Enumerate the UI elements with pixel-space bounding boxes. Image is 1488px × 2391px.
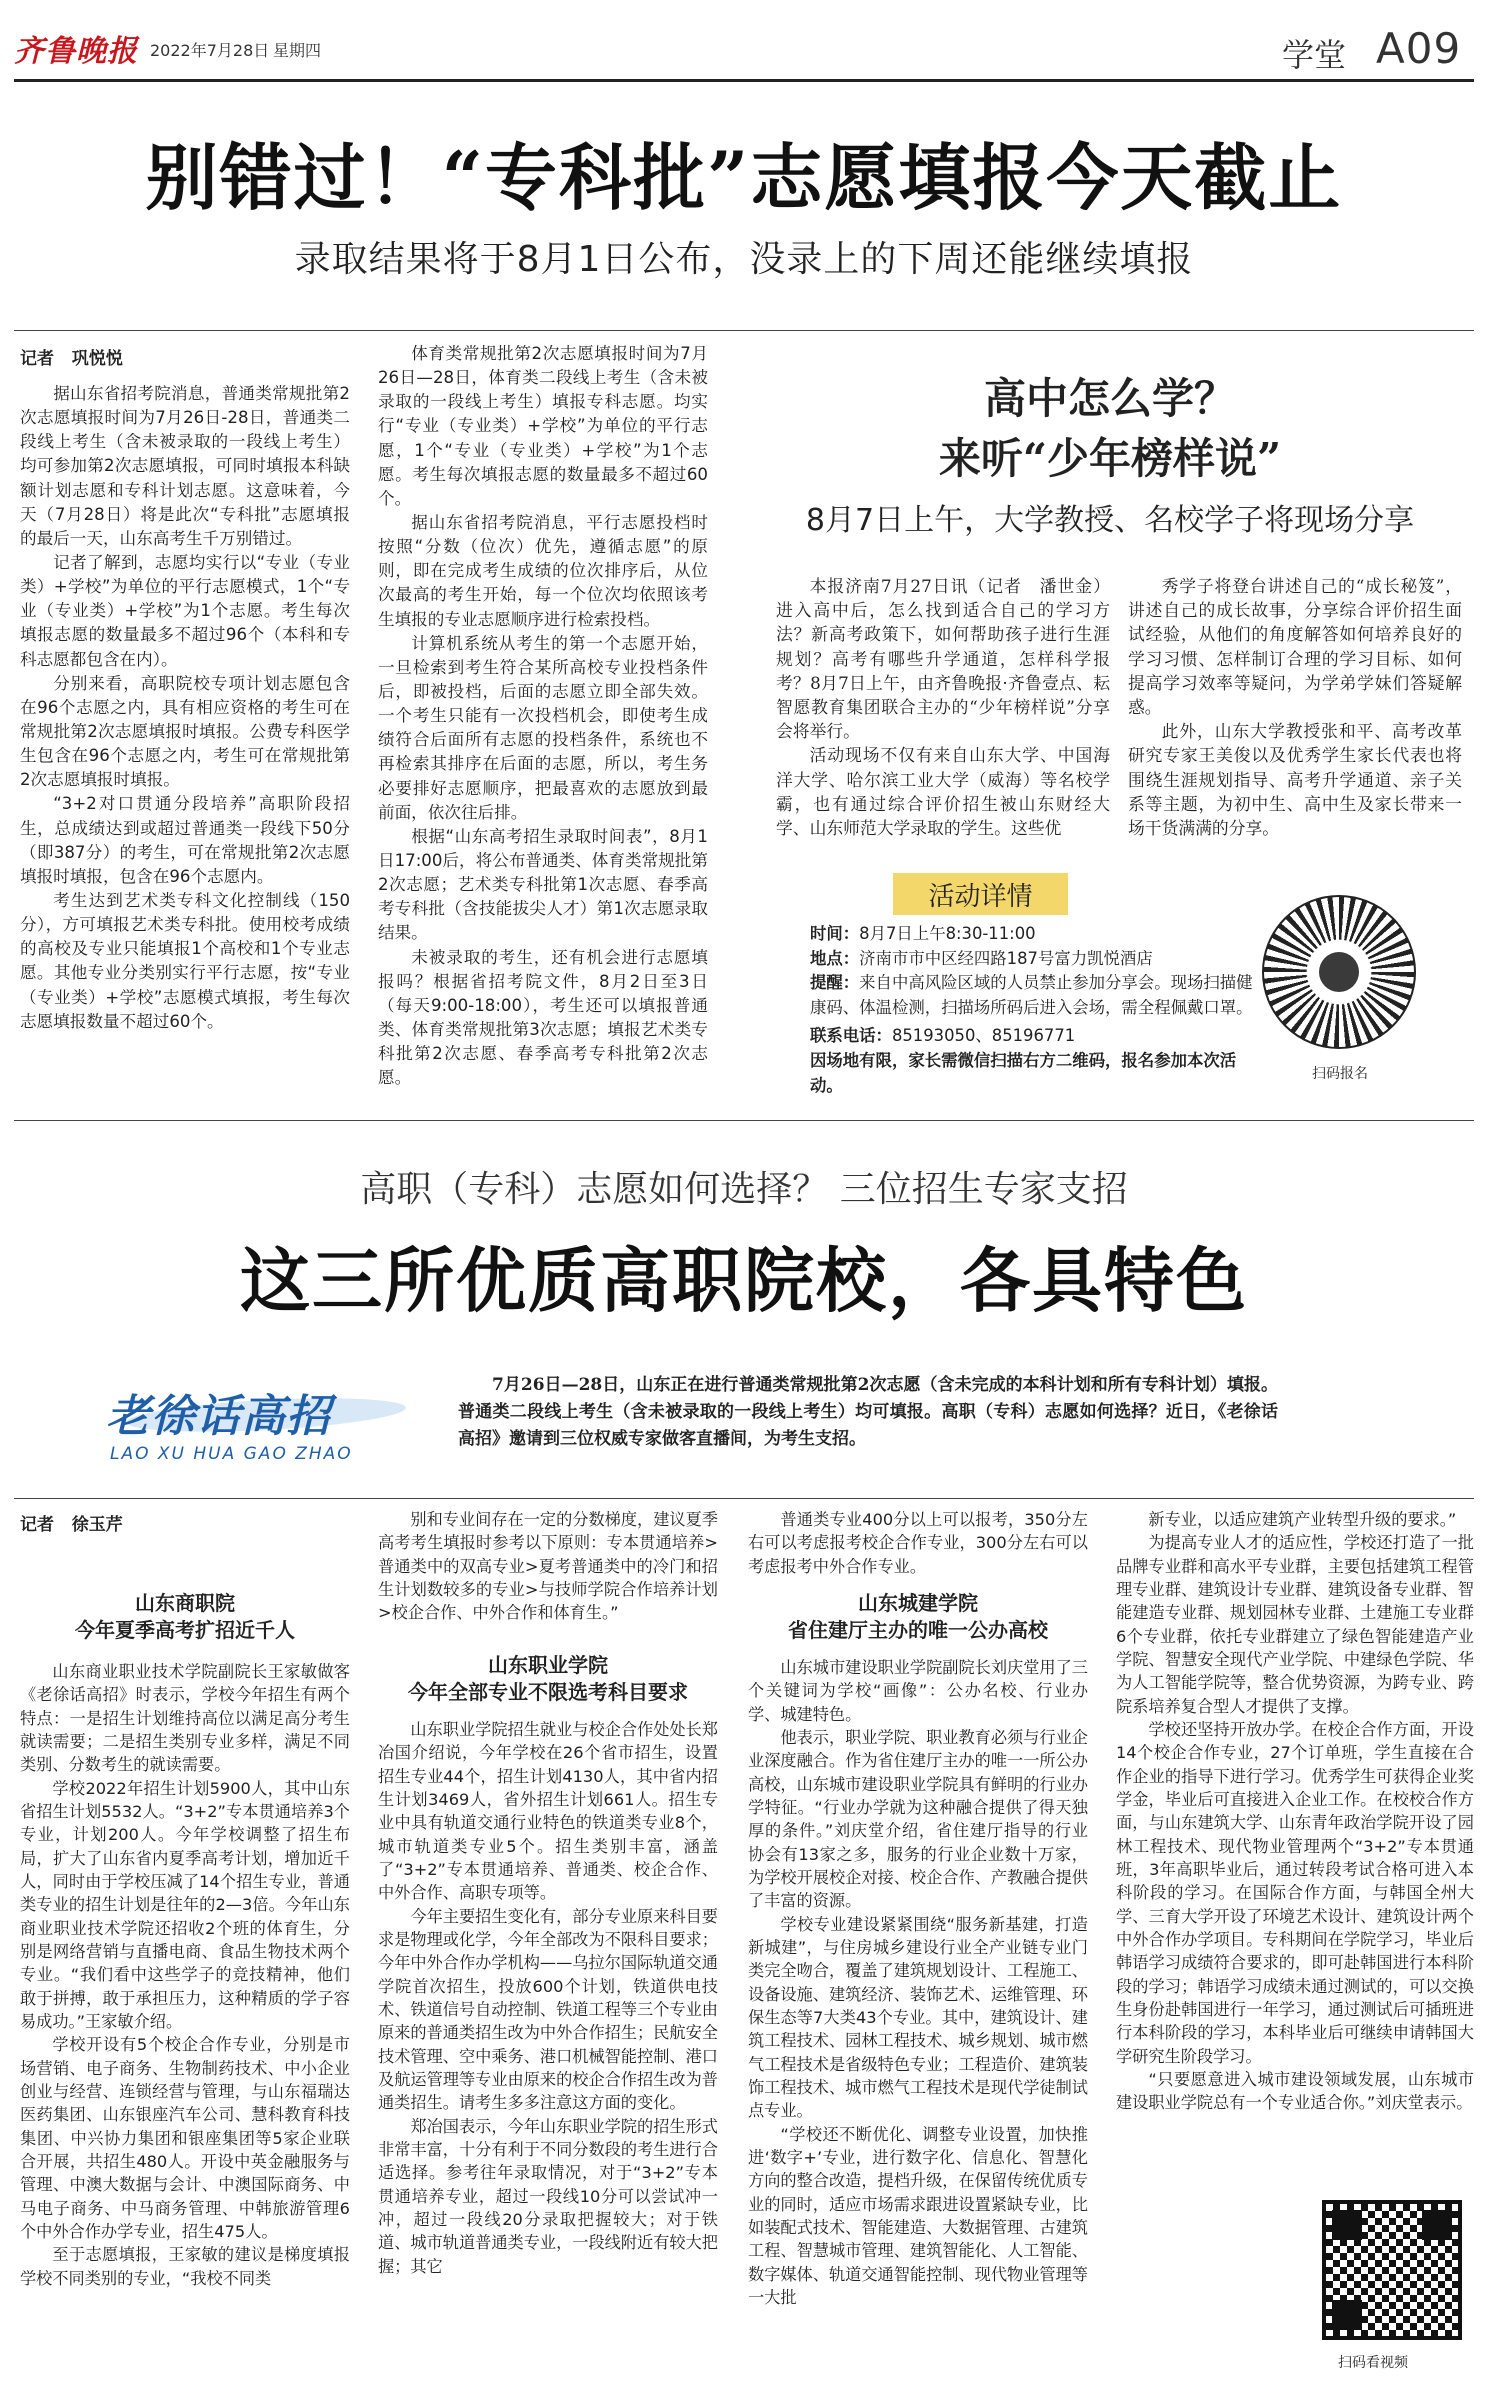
paragraph: 据山东省招考院消息，平行志愿投档时按照“分数（位次）优先，遵循志愿”的原则，即在完成考生成绩的位次排序后，从位次最高的考生开始，每一个位次均依照该考生填报的专业志愿顺序进行检索投档。 (378, 512, 708, 629)
qr-center-icon (1319, 952, 1359, 992)
paragraph: “3+2对口贯通分段培养”高职阶段招生，总成绩达到或超过普通类一段线下50分（即387分）的考生，可在常规批第2次志愿填报时填报，包含在96个志愿内。 (20, 794, 350, 886)
lead-column-2 (378, 342, 708, 1090)
lead-headline: 别错过！“专科批”志愿填报今天截止 (145, 135, 1343, 220)
paragraph: 山东城市建设职业学院副院长刘庆堂用了三个关键词为学校“画像”：公办名校、行业办学、城建特色。 (748, 1658, 1088, 1724)
paragraph: 今年主要招生变化有，部分专业原来科目要求是物理或化学，今年全部改为不限科目要求；今年中外合作办学机构——乌拉尔国际轨道交通学院首次招生，投放600个计划，铁道供电技术、铁道信号自动控制、铁道工程等三个专业由原来的普通类招生改为中外合作招生；民航安全技术管理、空中乘务、港口机械智能控制、港口及航运管理等专业由原来的校企合作招生改为普通类招生。请考生多多注意这方面的变化。 (378, 1906, 718, 2113)
detail-tip: 提醒：来自中高风险区域的人员禁止参加分享会。现场扫描健康码、体温检测，扫描场所码后进入会场，需全程佩戴口罩。 (810, 973, 1253, 1017)
paragraph: 未被录取的考生，还有机会进行志愿填报吗？根据省招考院文件，8月2日至3日（每天9:00-18:00），考生还可以填报普通类、体育类常规批第3次志愿；填报艺术类专科批第2次志愿、春季高考专科批第2次志愿。 (378, 947, 708, 1088)
paragraph: 分别来看，高职院校专项计划志愿包含在96个志愿之内，具有相应资格的考生可在常规批第2次志愿填报时填报。公费专科医学生包含在96个志愿之内，考生可在常规批第2次志愿填报时填报。 (20, 673, 350, 790)
paragraph: 学校专业建设紧紧围绕“服务新基建，打造新城建”，与住房城乡建设行业全产业链专业门类完全吻合，覆盖了建筑规划设计、工程施工、设备设施、建筑经济、装饰艺术、运维管理、环保生态等7大类43个专业。其中，建筑设计、建筑工程技术、园林工程技术、城乡规划、城市燃气工程技术是省级特色专业；工程造价、建筑装饰工程技术、城市燃气工程技术是现代学徒制试点专业。 (748, 1914, 1088, 2121)
paragraph: 他表示，职业学院、职业教育必须与行业企业深度融合。作为省住建厅主办的唯一一所公办高校，山东城市建设职业学院具有鲜明的行业办学特征。“行业办学就为这种融合提供了得天独厚的条件。”刘庆堂介绍，省住建厅指导的行业协会有13家之多，服务的行业企业数十万家，为学校开展校企对接、校企合作、产教融合提供了丰富的资源。 (748, 1727, 1088, 1911)
signup-qr-code[interactable] (1262, 895, 1416, 1049)
detail-note: 因场地有限，家长需微信扫描右方二维码，报名参加本次活动。 (810, 1051, 1237, 1095)
second-column-4 (1116, 1508, 1474, 2115)
byline-label: 记者 (20, 349, 54, 369)
second-column-3 (748, 1656, 1088, 2309)
paragraph: 秀学子将登台讲述自己的“成长秘笈”，讲述自己的成长故事，分享综合评价招生面试经验，从他们的角度解答如何培养良好的学习习惯、怎样制订合理的学习目标、如何提高学习效率等疑问，为学弟学妹们答疑解惑。 (1128, 576, 1462, 717)
paragraph: 学校还坚持开放办学。在校企合作方面，开设14个校企合作专业，27个订单班，学生直接在合作企业的指导下进行学习。优秀学生可获得企业奖学金，毕业后可直接进入企业工作。在校校合作方面，与山东建筑大学、山东青年政治学院开设了园林工程技术、现代物业管理两个“3+2”专本贯通班，3年高职毕业后，通过转段考试合格可进入本科阶段的学习。在国际合作方面，与韩国全州大学、三育大学开设了环境艺术设计、建筑设计两个中外合作办学项目。专科期间在学院学习，毕业后韩语学习成绩符合要求的，即可赴韩国进行本科阶段的学习；韩语学习成绩未通过测试的，可以交换生身份赴韩国进行一年学习，通过测试后可插班进行本科阶段的学习，本科毕业后可继续申请韩国大学研究生阶段学习。 (1116, 1719, 1474, 2066)
paragraph: 本报济南7月27日讯（记者 潘世金）进入高中后，怎么找到适合自己的学习方法？新高考政策下，如何帮助孩子进行生涯规划？高考有哪些升学通道，怎样科学报考？8月7日上午，由齐鲁晚报·齐鲁壹点、耘智愿教育集团联合主办的“少年榜样说”分享会将举行。 (776, 576, 1110, 742)
paragraph: 考生达到艺术类专科文化控制线（150分），方可填报艺术类专科批。使用校考成绩的高校及专业只能填报1个高校和1个专业志愿。其他专业分类别实行平行志愿，按“专业（专业类）+学校”志愿模式填报，考生每次志愿填报数量不超过60个。 (20, 890, 350, 1031)
lead-rule (14, 330, 1474, 331)
paragraph: 此外，山东大学教授张和平、高考改革研究专家王美俊以及优秀学生家长代表也将围绕生涯规划指导、高考升学通道、亲子关系等主题，为初中生、高中生及家长带来一场干货满满的分享。 (1128, 721, 1462, 838)
paragraph: 据山东省招考院消息，普通类常规批第2次志愿填报时间为7月26日-28日，普通类二段线上考生（含未被录取的一段线上考生）均可参加第2次志愿填报，可同时填报本科缺额计划志愿和专科计划志愿。这意味着，今天（7月28日）将是此次“专科批”志愿填报的最后一天，山东高考生千万别错过。 (20, 384, 350, 548)
paragraph: 记者了解到，志愿均实行以“专业（专业类）+学校”为单位的平行志愿模式，1个“专业（专业类）+学校”为1个志愿。考生每次填报志愿的数量最多不超过96个（本科和专科志愿都包含在内）。 (20, 552, 350, 669)
s1-title: 山东商职院 (135, 1591, 235, 1615)
box-title-line2: 来听“少年榜样说” (938, 434, 1282, 483)
paragraph: 郑冶国表示，今年山东职业学院的招生形式非常丰富，十分有利于不同分数段的考生进行合适选择。参考往年录取情况，对于“3+2”专本贯通培养专业，超过一段线10分可以尝试冲一冲，超过一段线20分录取把握较大；对于铁道、城市轨道普通类专业，一段线附近有较大把握；其它 (378, 2116, 718, 2276)
second-column-1 (20, 1660, 350, 2290)
paragraph: 别和专业间存在一定的分数梯度，建议夏季高考考生填报时参考以下原则：专本贯通培养>普通类中的双高专业>夏考普通类中的冷门和招生计划数较多的专业>与技师学院合作培养计划>校企合作、中外合作和体育生。” (378, 1510, 718, 1623)
paragraph: 新专业，以适应建筑产业转型升级的要求。” (1148, 1510, 1457, 1529)
second-rule (14, 1498, 1474, 1499)
box-subtitle: 8月7日上午，大学教授、名校学子将现场分享 (805, 503, 1415, 538)
byline-label: 记者 (20, 1515, 54, 1535)
s2-heading (378, 1652, 718, 1706)
s3-heading (748, 1590, 1088, 1644)
second-column-3-top (748, 1508, 1088, 1578)
logo-pinyin: LAO XU HUA GAO ZHAO (110, 1444, 353, 1464)
page-number: A09 (1376, 24, 1462, 73)
signup-qr-caption: 扫码报名 (1312, 1066, 1368, 1082)
video-qr-code[interactable] (1322, 2200, 1462, 2340)
second-byline (20, 1510, 123, 1535)
s1-heading (20, 1590, 350, 1644)
details-heading-text: 活动详情 (928, 881, 1033, 912)
s3-title: 山东城建学院 (858, 1591, 978, 1615)
issue-weekday: 星期四 (273, 41, 322, 60)
header-rule (14, 79, 1474, 82)
masthead-logo: 齐鲁晚报 (14, 34, 138, 69)
paragraph: 学校开设有5个校企合作专业，分别是市场营销、电子商务、生物制药技术、中小企业创业与经营、连锁经营与管理，与山东福瑞达医药集团、山东银座汽车公司、慧科教育科技集团、中兴协力集团和银座集团等5家企业联合开展，共招生480人。开设中英金融服务与管理、中澳大数据与会计、中澳国际商务、中马电子商务、中马商务管理、中韩旅游管理6个中外合作办学专业，招生475人。 (20, 2035, 350, 2241)
second-column-2 (378, 1718, 718, 2278)
paragraph: 至于志愿填报，王家敏的建议是梯度填报学校不同类别的专业，“我校不同类 (20, 2245, 350, 2288)
paragraph: 山东职业学院招生就业与校企合作处处长郑冶国介绍说，今年学校在26个省市招生，设置招生专业44个，招生计划4130人，其中省内招生计划3469人，省外招生计划661人。招生专业中具有轨道交通行业特色的铁道类专业8个，城市轨道类专业5个。招生类别丰富，涵盖了“3+2”专本贯通培养、普通类、校企合作、中外合作、高职专项等。 (378, 1720, 718, 1903)
paragraph: 体育类常规批第2次志愿填报时间为7月26日—28日，体育类二段线上考生（含未被录取的一段线上考生）填报专科志愿。均实行“专业（专业类）+学校”为单位的平行志愿，1个“专业（专业类）+学校”为1个志愿。考生每次填报志愿的数量最多不超过60个。 (378, 344, 708, 508)
lead-column-1 (20, 382, 350, 1034)
lead-byline (20, 344, 123, 369)
second-column-2-top (378, 1508, 718, 1625)
section-name: 学堂 (1282, 36, 1347, 74)
paragraph: 普通类专业400分以上可以报考，350分左右可以考虑报考校企合作专业，300分左右可以考虑报考中外合作专业。 (748, 1510, 1088, 1576)
detail-phone: 联系电话：85193050、85196771 (810, 1026, 1076, 1046)
video-qr-caption: 扫码看视频 (1338, 2355, 1408, 2371)
s3-subtitle: 省住建厅主办的唯一公办高校 (788, 1618, 1048, 1642)
detail-place: 地点：济南市市中区经四路187号富力凯悦酒店 (810, 948, 1153, 968)
paragraph: 计算机系统从考生的第一个志愿开始，一旦检索到考生符合某所高校专业投档条件后，即被投档，后面的志愿立即全部失效。一个考生只能有一次投档机会，即使考生成绩符合后面所有志愿的投档条件，系统也不再检索其排序在后面的志愿，所以，考生务必要排好志愿顺序，把最喜欢的志愿放到最前面，依次往后排。 (378, 633, 708, 822)
column-logo (96, 1372, 426, 1482)
logo-text: 老徐话高招 (106, 1391, 331, 1442)
section-divider (14, 1120, 1474, 1121)
second-headline: 这三所优质高职院校，各具特色 (240, 1239, 1248, 1322)
issue-date: 2022年7月28日 (150, 41, 270, 60)
detail-time: 时间：8月7日上午8:30-11:00 (810, 924, 1036, 943)
second-intro: 7月26日—28日，山东正在进行普通类常规批第2次志愿（含未完成的本科计划和所有专科计划）填报。普通类二段线上考生（含未被录取的一段线上考生）均可填报。高职（专科）志愿如何选择？近日，《老徐话高招》邀请到三位权威专家做客直播间，为考生支招。 (458, 1375, 1278, 1450)
paragraph: 为提高专业人才的适应性，学校还打造了一批品牌专业群和高水平专业群，主要包括建筑工程管理专业群、建筑设计专业群、建筑设备专业群、智能建造专业群、规划园林专业群、土建施工专业群6个专业群，依托专业群建立了绿色智能建造产业学院、智慧安全现代产业学院、中建绿色学院、华为人工智能学院等，整合优势资源，为跨专业、跨院系培养复合型人才提供了支撑。 (1116, 1533, 1474, 1716)
box-column-2 (1128, 574, 1462, 840)
details-block (810, 922, 1258, 1098)
box-title-line1: 高中怎么学？ (983, 374, 1236, 423)
paragraph: “只要愿意进入城市建设领域发展，山东城市建设职业学院总有一个专业适合你。”刘庆堂表示。 (1116, 2069, 1474, 2113)
second-kicker: 高职（专科）志愿如何选择？ 三位招生专家支招 (360, 1169, 1128, 1210)
s2-title: 山东职业学院 (488, 1653, 608, 1677)
box-column-1 (776, 574, 1110, 840)
s2-subtitle: 今年全部专业不限选考科目要求 (408, 1680, 688, 1704)
paragraph: 活动现场不仅有来自山东大学、中国海洋大学、哈尔滨工业大学（威海）等名校学霸，也有通过综合评价招生被山东财经大学、山东师范大学录取的学生。这些优 (776, 745, 1110, 838)
paragraph: 根据“山东高考招生录取时间表”，8月1日17:00后，将公布普通类、体育类常规批第2次志愿；艺术类专科批第1次志愿、春季高考专科批（含技能拔尖人才）第1次志愿录取结果。 (378, 826, 708, 943)
paragraph: 山东商业职业技术学院副院长王家敏做客《老徐话高招》时表示，学校今年招生有两个特点：一是招生计划维持高位以满足高分考生就读需要；二是招生类别专业多样，满足不同类别、分数考生的就读需要。 (20, 1662, 350, 1775)
byline-name: 徐玉芹 (71, 1515, 123, 1535)
byline-name: 巩悦悦 (71, 349, 123, 369)
paragraph: “学校还不断优化、调整专业设置，加快推进‘数字+’专业，进行数字化、信息化、智慧化方向的整合改造，提档升级，在保留传统优质专业的同时，适应市场需求跟进设置紧缺专业，比如装配式技术、智能建造、大数据管理、古建筑工程、智慧城市管理、建筑智能化、人工智能、数字媒体、轨道交通智能控制、现代物业管理等一大批 (748, 2124, 1088, 2307)
lead-subheadline: 录取结果将于8月1日公布，没录上的下周还能继续填报 (294, 239, 1194, 280)
details-heading (893, 873, 1068, 915)
paragraph: 学校2022年招生计划5900人，其中山东省招生计划5532人。“3+2”专本贯通培养3个专业，计划200人。今年学校调整了招生布局，扩大了山东省内夏季高考计划，增加近千人，同时由于学校压减了14个招生专业，普通类专业的招生计划是往年的2—3倍。今年山东商业职业技术学院还招收2个班的体育生，分别是网络营销与直播电商、食品生物技术两个专业。“我们看中这些学子的竞技精神，他们敢于拼搏，敢于承担压力，这种精质的学子容易成功。”王家敏介绍。 (20, 1778, 350, 2031)
s1-subtitle: 今年夏季高考扩招近千人 (75, 1618, 295, 1642)
